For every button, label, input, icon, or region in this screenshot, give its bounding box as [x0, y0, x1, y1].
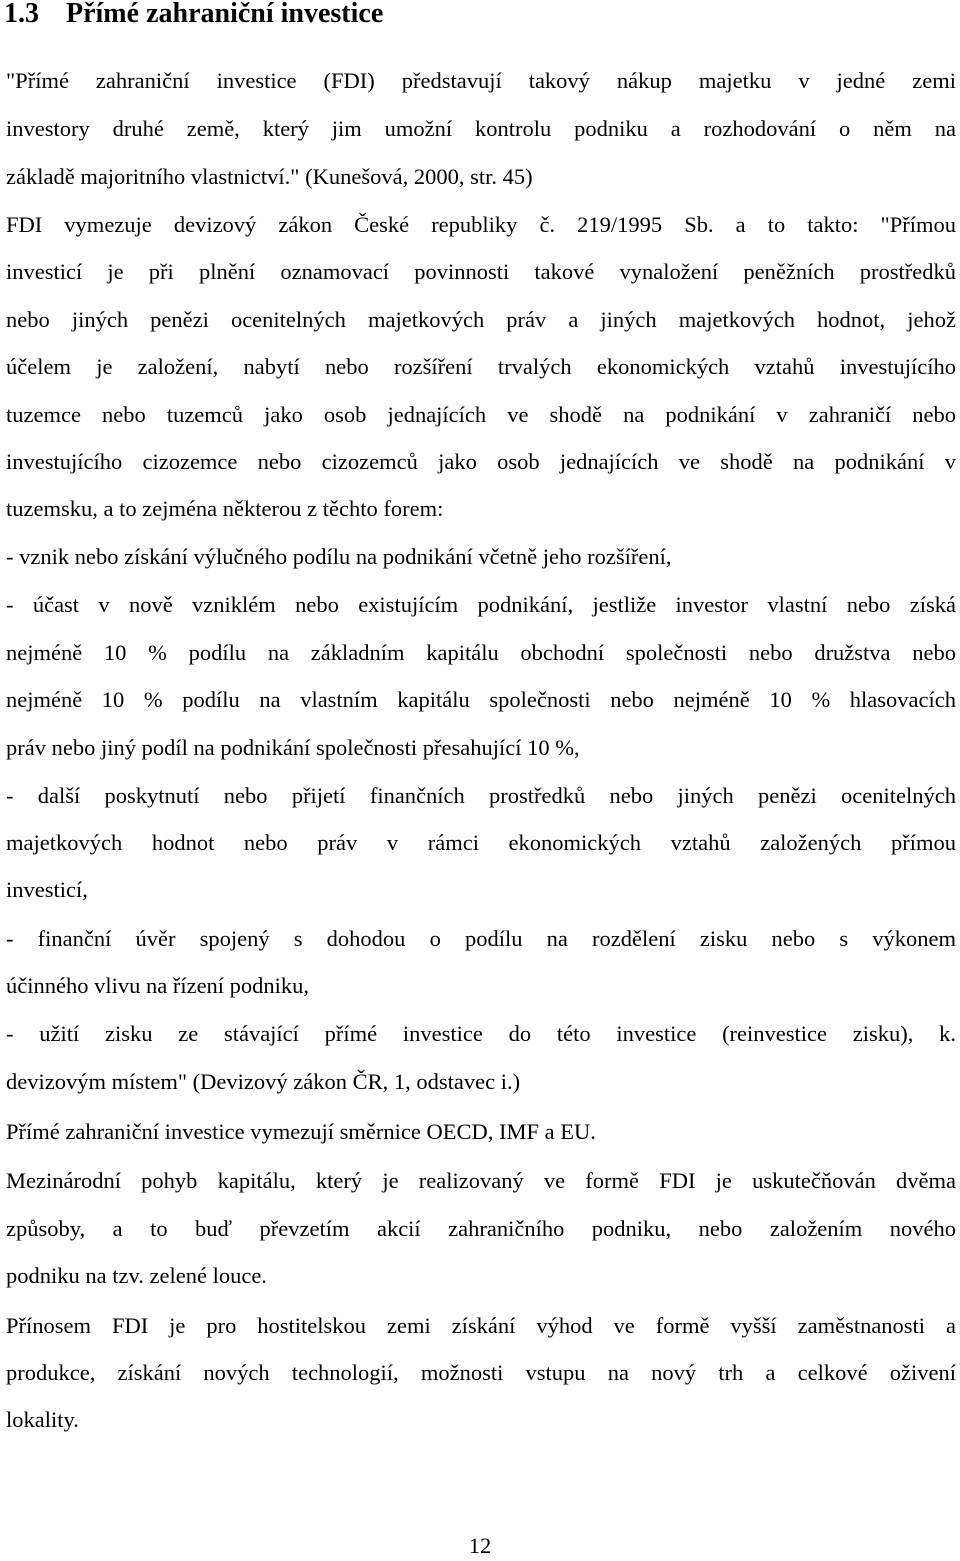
section-number: 1.3 — [4, 0, 39, 29]
body-line: investicí je při plnění oznamovací povinnosti takové vynaložení peněžních prostředků — [6, 259, 956, 284]
page-number: 12 — [468, 1533, 492, 1558]
body-line: tuzemce nebo tuzemců jako osob jednajících ve shodě na podnikání v zahraničí nebo — [6, 402, 956, 427]
list-line: - vznik nebo získání výlučného podílu na podnikání včetně jeho rozšíření, — [6, 544, 672, 569]
body-line: tuzemsku, a to zejména některou z těchto forem: — [6, 496, 444, 521]
list-line: nejméně 10 % podílu na základním kapitálu obchodní společnosti nebo družstva nebo — [6, 640, 956, 665]
body-line: Přímé zahraniční investice vymezují směrnice OECD, IMF a EU. — [6, 1119, 596, 1144]
list-line: - další poskytnutí nebo přijetí finančních prostředků nebo jiných penězi ocenitelných — [6, 783, 956, 808]
list-line: - finanční úvěr spojený s dohodou o podílu na rozdělení zisku nebo s výkonem — [6, 926, 956, 951]
body-line: účelem je založení, nabytí nebo rozšíření trvalých ekonomických vztahů investujícího — [6, 354, 956, 379]
list-line: práv nebo jiný podíl na podnikání společnosti přesahující 10 %, — [6, 735, 580, 760]
list-line: - užití zisku ze stávající přímé investice do této investice (reinvestice zisku), k. — [6, 1021, 956, 1046]
body-line: "Přímé zahraniční investice (FDI) představují takový nákup majetku v jedné zemi — [6, 68, 956, 93]
section-title: Přímé zahraniční investice — [66, 0, 384, 29]
body-line: FDI vymezuje devizový zákon České republiky č. 219/1995 Sb. a to takto: "Přímou — [6, 212, 956, 237]
body-line: nebo jiných penězi ocenitelných majetkových práv a jiných majetkových hodnot, jehož — [6, 307, 956, 332]
body-line: Mezinárodní pohyb kapitálu, který je realizovaný ve formě FDI je uskutečňován dvěma — [6, 1168, 956, 1193]
body-line: podniku na tzv. zelené louce. — [6, 1263, 267, 1288]
body-line: produkce, získání nových technologií, možnosti vstupu na nový trh a celkové oživení — [6, 1360, 956, 1385]
list-line: - účast v nově vzniklém nebo existujícím podnikání, jestliže investor vlastní nebo získá — [6, 592, 956, 617]
body-line: lokality. — [6, 1407, 79, 1432]
list-line: majetkových hodnot nebo práv v rámci ekonomických vztahů založených přímou — [6, 830, 956, 855]
list-line: investicí, — [6, 877, 88, 902]
body-line: investory druhé země, který jim umožní kontrolu podniku a rozhodování o něm na — [6, 116, 956, 141]
body-line: investujícího cizozemce nebo cizozemců jako osob jednajících ve shodě na podnikání v — [6, 449, 956, 474]
body-line: základě majoritního vlastnictví." (Kunešová, 2000, str. 45) — [6, 164, 533, 189]
body-line: devizovým místem" (Devizový zákon ČR, 1, odstavec i.) — [6, 1069, 521, 1094]
body-line: způsoby, a to buď převzetím akcií zahraničního podniku, nebo založením nového — [6, 1216, 956, 1241]
body-line: Přínosem FDI je pro hostitelskou zemi získání výhod ve formě vyšší zaměstnanosti a — [6, 1313, 956, 1338]
list-line: účinného vlivu na řízení podniku, — [6, 973, 310, 998]
list-line: nejméně 10 % podílu na vlastním kapitálu společnosti nebo nejméně 10 % hlasovacích — [6, 687, 956, 712]
section-heading — [4, 0, 383, 34]
